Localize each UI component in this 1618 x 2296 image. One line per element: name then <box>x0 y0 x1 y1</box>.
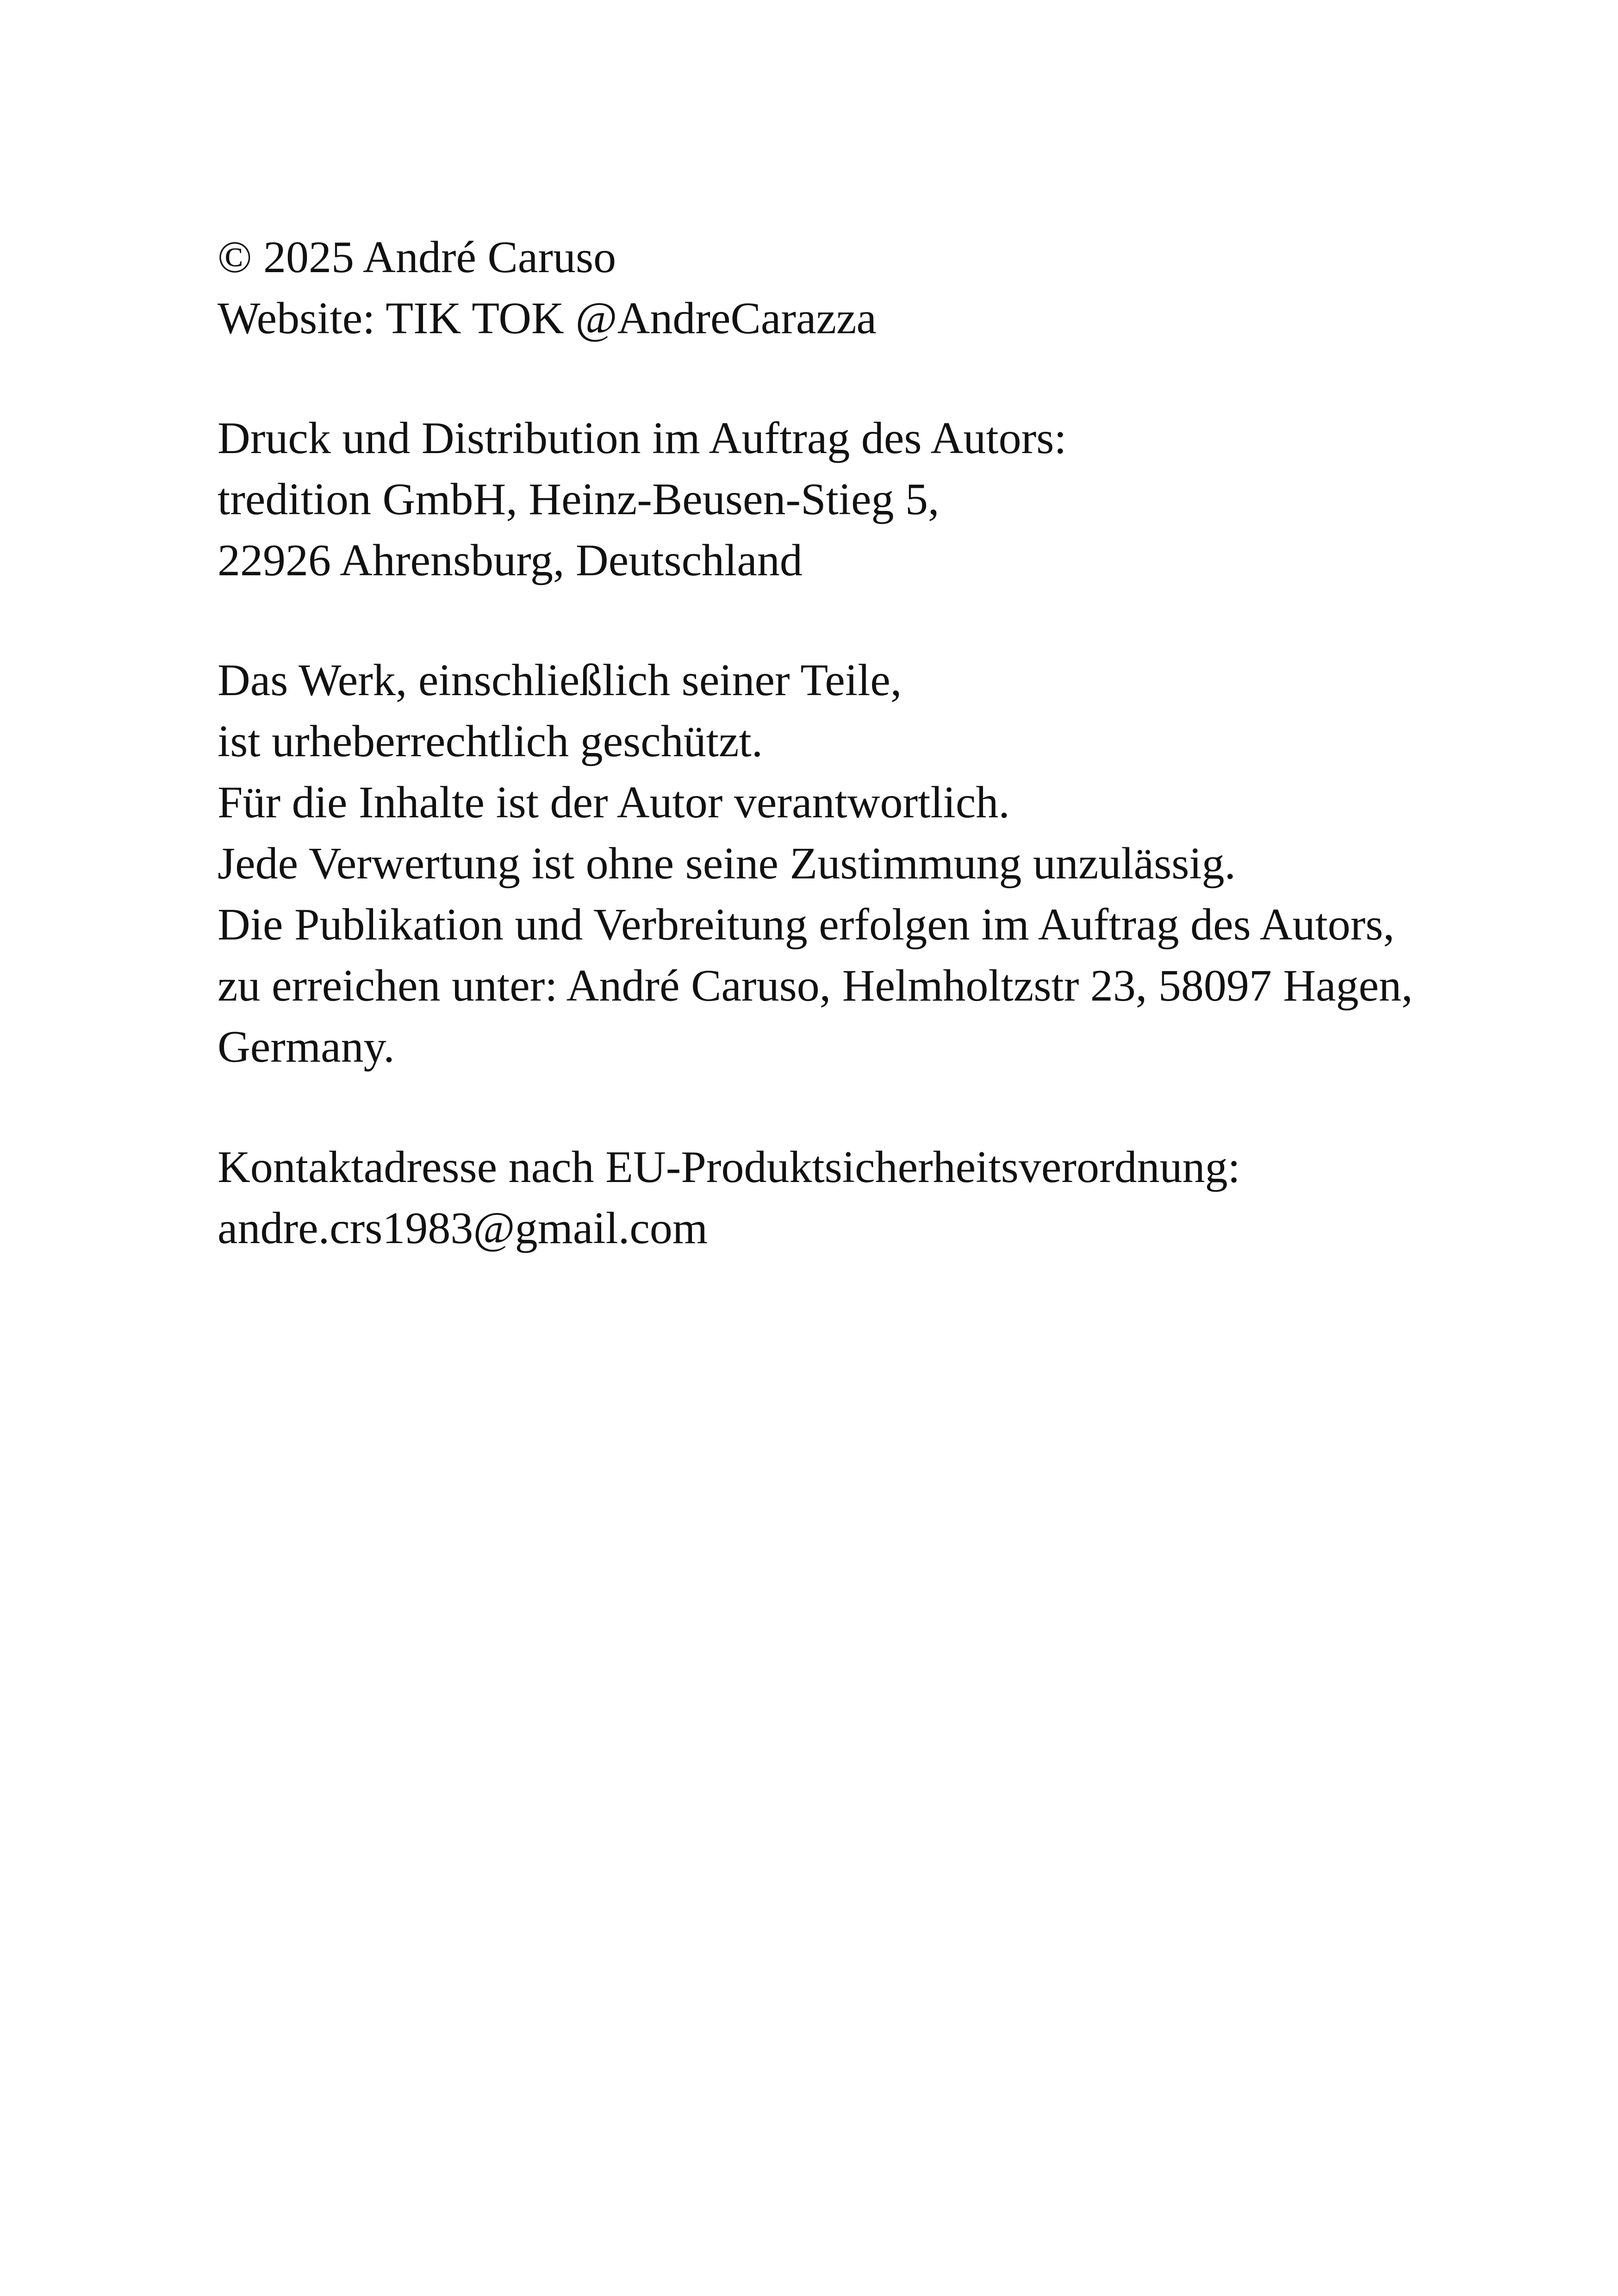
printer-city: 22926 Ahrensburg, Deutschland <box>218 535 803 585</box>
rights-line: Für die Inhalte ist der Autor verantwortlich. <box>218 778 1010 828</box>
website-line: Website: TIK TOK @AndreCarazza <box>218 293 877 343</box>
printer-company-address: tredition GmbH, Heinz-Beusen-Stieg 5, <box>218 474 940 524</box>
rights-line: Germany. <box>218 1022 395 1072</box>
copyright-rights-block <box>218 650 1467 1077</box>
rights-line: Die Publikation und Verbreitung erfolgen im Auftrag des Autors, <box>218 900 1395 950</box>
printing-distribution-block <box>218 408 1467 591</box>
copyright-block <box>218 227 1467 349</box>
contact-heading: Kontaktadresse nach EU-Produktsicherheitsverordnung: <box>218 1142 1240 1192</box>
contact-block <box>218 1137 1467 1259</box>
rights-line: Jede Verwertung ist ohne seine Zustimmung unzulässig. <box>218 839 1236 889</box>
contact-email: andre.crs1983@gmail.com <box>218 1203 708 1253</box>
copyright-notice: © 2025 André Caruso <box>218 232 616 282</box>
rights-line: ist urheberrechtlich geschützt. <box>218 716 763 766</box>
rights-line: Das Werk, einschließlich seiner Teile, <box>218 655 902 705</box>
printing-heading: Druck und Distribution im Auftrag des Autors: <box>218 413 1067 463</box>
rights-line: zu erreichen unter: André Caruso, Helmholtzstr 23, 58097 Hagen, <box>218 961 1413 1011</box>
